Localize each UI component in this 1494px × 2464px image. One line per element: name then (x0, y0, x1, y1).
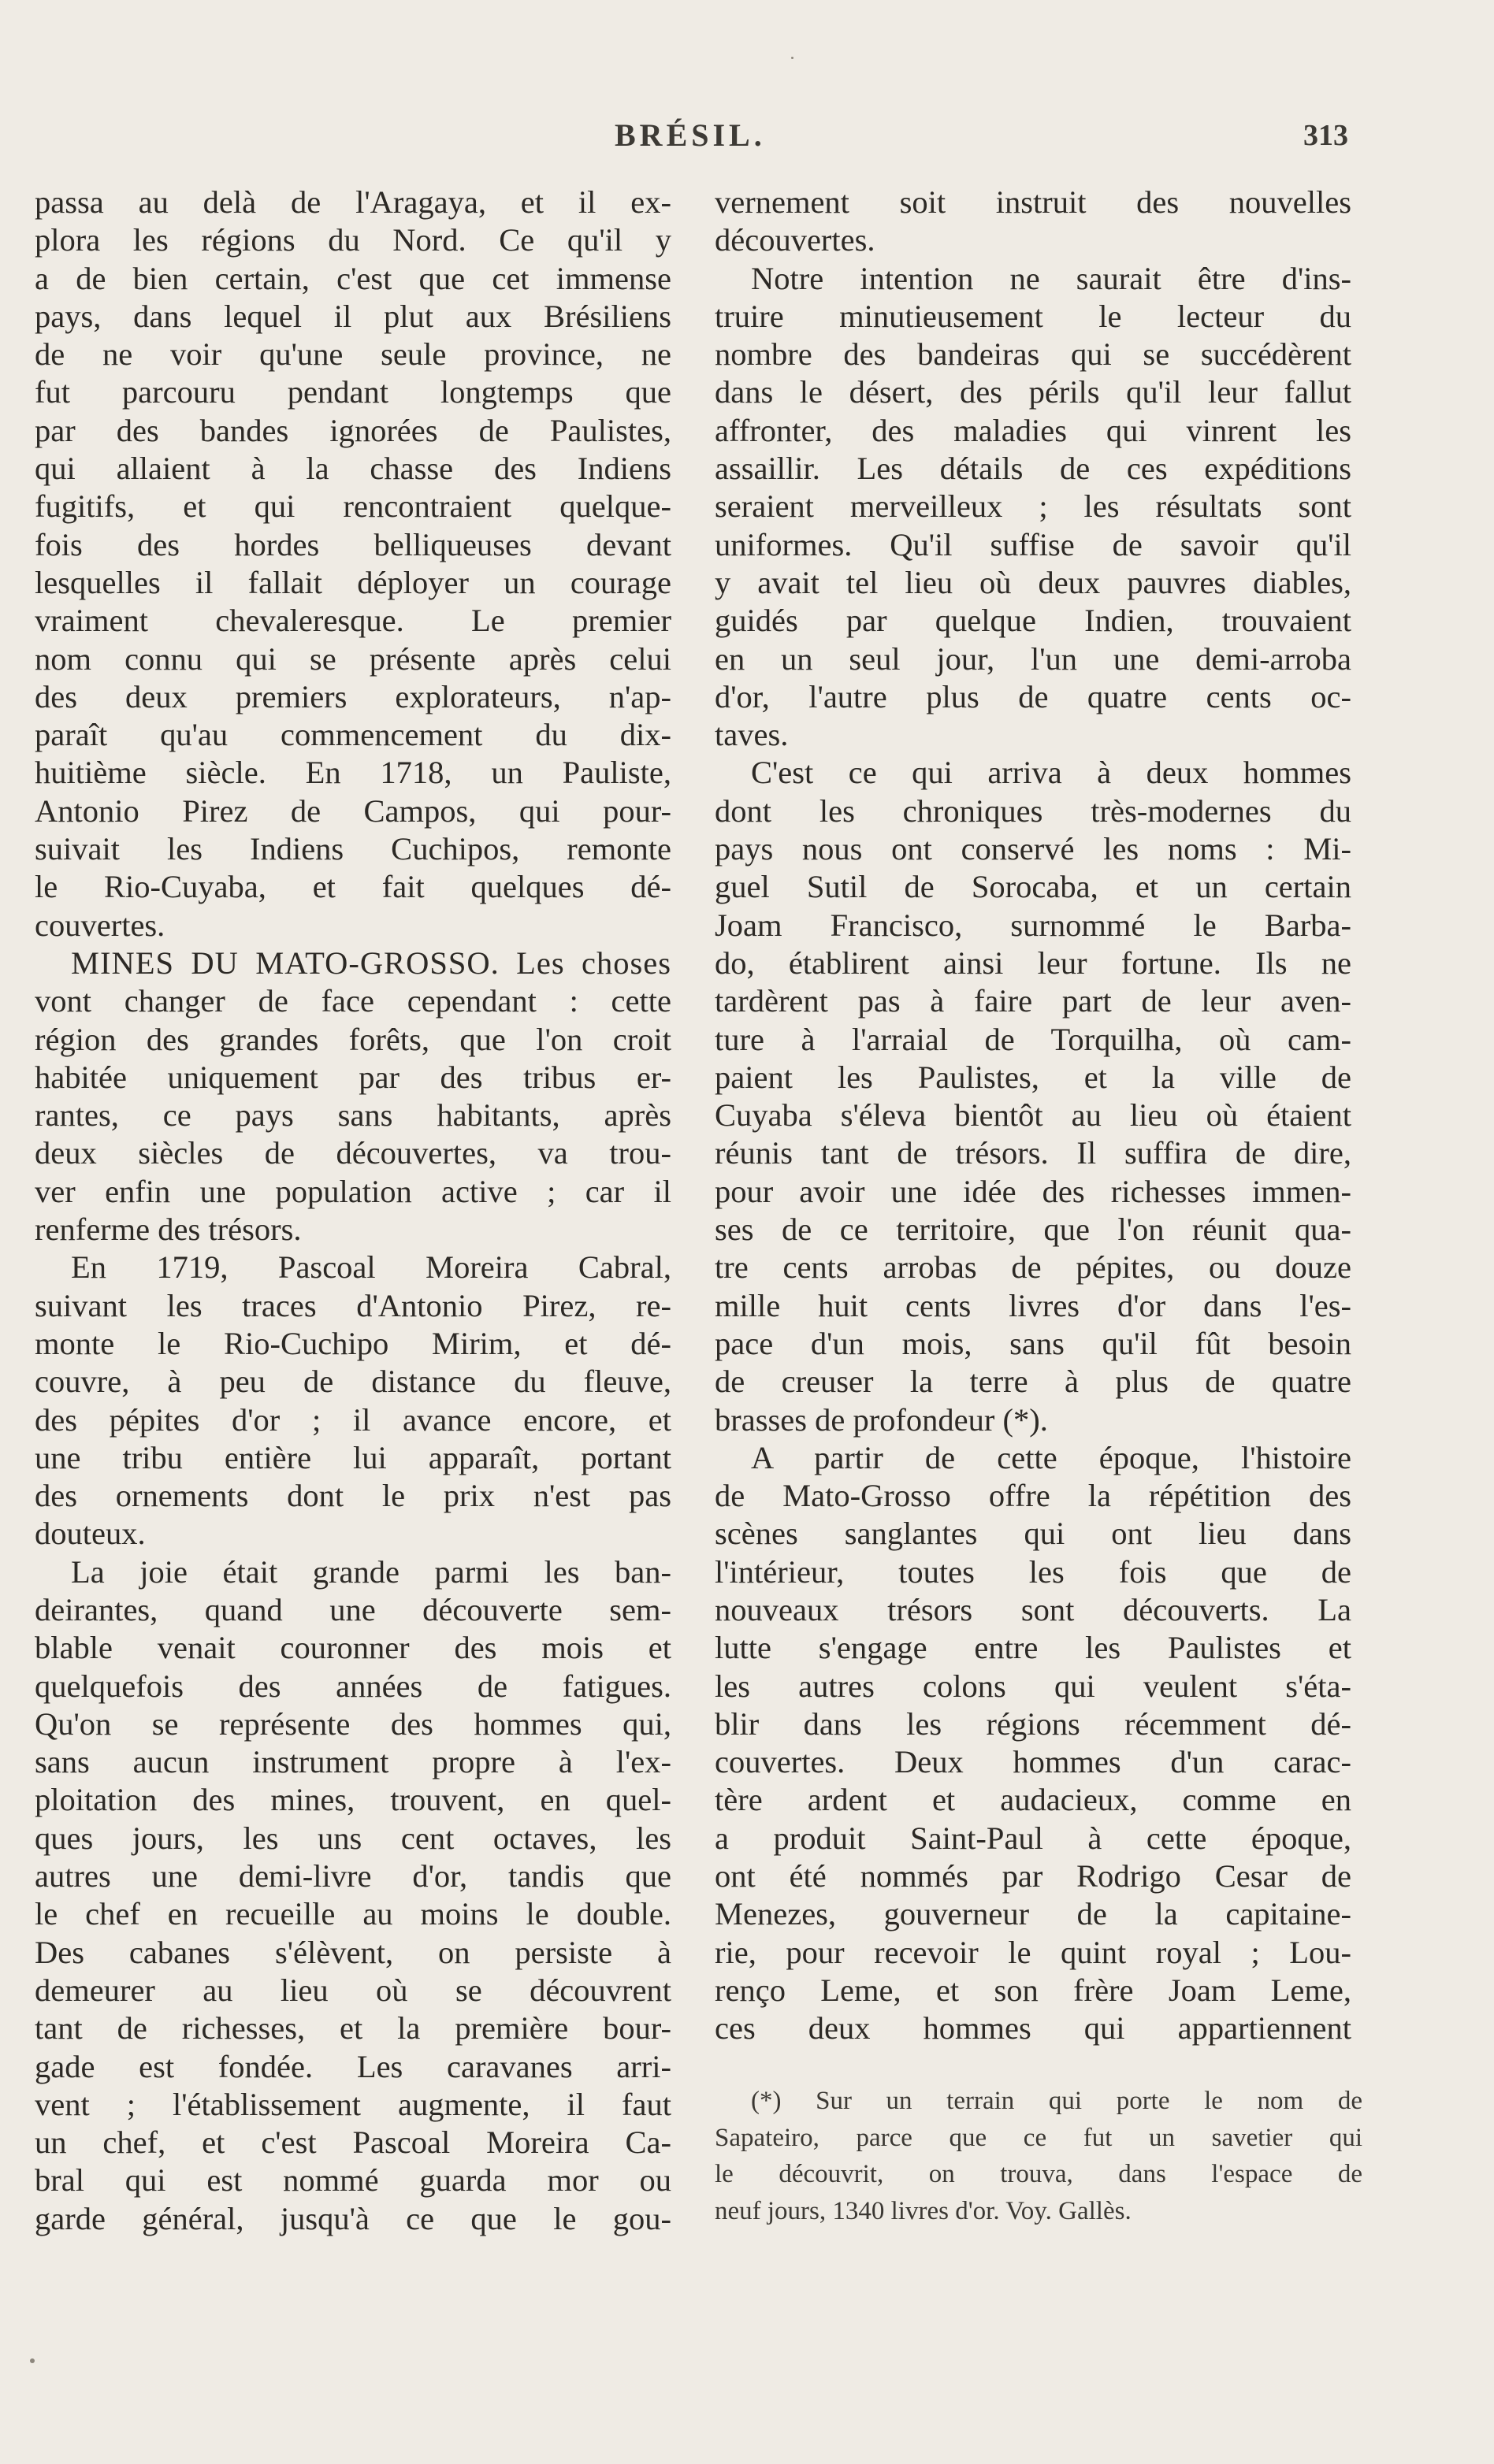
text-line: nombre des bandeiras qui se succédèrent (715, 336, 1351, 373)
text-line: région des grandes forêts, que l'on croit (35, 1021, 671, 1057)
text-line: douteux. (35, 1516, 146, 1552)
text-line: Des cabanes s'élèvent, on persiste à (35, 1934, 671, 1970)
text-line: assaillir. Les détails de ces expéditions (715, 451, 1351, 487)
text-line: fugitifs, et qui rencontraient quelque- (35, 488, 671, 525)
left-column (35, 184, 671, 2238)
text-line: pour avoir une idée des richesses immen- (715, 1173, 1351, 1209)
text-line: nom connu qui se présente après celui (35, 640, 671, 677)
text-line: a de bien certain, c'est que cet immense (35, 260, 671, 296)
text-line: do, établirent ainsi leur fortune. Ils ne (715, 944, 1351, 981)
text-line: réunis tant de trésors. Il suffira de dire, (715, 1135, 1351, 1171)
text-line: par des bandes ignorées de Paulistes, (35, 412, 671, 448)
text-line: bral qui est nommé guarda mor ou (35, 2162, 671, 2199)
text-line: le chef en recueille au moins le double. (35, 1896, 671, 1932)
text-line: les autres colons qui veulent s'éta- (715, 1668, 1351, 1704)
text-line: dont les chroniques très-modernes du (715, 792, 1351, 829)
text-line: guidés par quelque Indien, trouvaient (715, 603, 1351, 639)
text-line: guel Sutil de Sorocaba, et un certain (715, 869, 1351, 905)
text-line: ture à l'arraial de Torquilha, où cam- (715, 1021, 1351, 1057)
footnote (715, 2083, 1362, 2229)
right-column (715, 184, 1351, 2048)
text-line: autres une demi-livre d'or, tandis que (35, 1858, 671, 1894)
text-line: renço Leme, et son frère Joam Leme, (715, 1972, 1351, 2008)
text-line: pays nous ont conservé les noms : Mi- (715, 831, 1351, 867)
text-line: de Mato-Grosso offre la répétition des (715, 1478, 1351, 1514)
text-line: une tribu entière lui apparaît, portant (35, 1439, 671, 1475)
text-line: huitième siècle. En 1718, un Pauliste, (35, 755, 671, 791)
text-line: ver enfin une population active ; car il (35, 1173, 671, 1209)
footnote-line: neuf jours, 1340 livres d'or. Voy. Gallès. (715, 2196, 1132, 2225)
text-line: deux siècles de découvertes, va trou- (35, 1135, 671, 1171)
text-line: En 1719, Pascoal Moreira Cabral, (71, 1249, 671, 1286)
text-line: un chef, et c'est Pascoal Moreira Ca- (35, 2124, 671, 2161)
text-line: paraît qu'au commencement du dix- (35, 717, 671, 753)
text-line: tardèrent pas à faire part de leur aven- (715, 983, 1351, 1019)
text-line: deirantes, quand une découverte sem- (35, 1591, 671, 1627)
text-line: taves. (715, 717, 789, 753)
text-line: en un seul jour, l'un une demi-arroba (715, 640, 1351, 677)
text-line: sans aucun instrument propre à l'ex- (35, 1744, 671, 1780)
text-line: monte le Rio-Cuchipo Mirim, et dé- (35, 1325, 671, 1361)
text-line: ces deux hommes qui appartiennent (715, 2010, 1351, 2047)
text-line: Qu'on se représente des hommes qui, (35, 1705, 671, 1742)
text-line: renferme des trésors. (35, 1212, 302, 1248)
text-line: tre cents arrobas de pépites, ou douze (715, 1249, 1351, 1286)
text-line: découvertes. (715, 222, 875, 258)
text-line: pace d'un mois, sans qu'il fût besoin (715, 1325, 1351, 1361)
text-line: mille huit cents livres d'or dans l'es- (715, 1287, 1351, 1323)
text-line: couvertes. (35, 907, 165, 943)
text-line: Antonio Pirez de Campos, qui pour- (35, 792, 671, 829)
text-line: nouveaux trésors sont découverts. La (715, 1591, 1351, 1627)
text-line: garde général, jusqu'à ce que le gou- (35, 2200, 671, 2236)
text-line: des ornements dont le prix n'est pas (35, 1478, 671, 1514)
text-line: suivait les Indiens Cuchipos, remonte (35, 831, 671, 867)
text-line: de ne voir qu'une seule province, ne (35, 336, 671, 373)
text-line: demeurer au lieu où se découvrent (35, 1972, 671, 2008)
text-line: fois des hordes belliqueuses devant (35, 526, 671, 562)
text-line: plora les régions du Nord. Ce qu'il y (35, 222, 671, 258)
text-line: scènes sanglantes qui ont lieu dans (715, 1516, 1351, 1552)
text-line: tant de richesses, et la première bour- (35, 2010, 671, 2047)
footnote-line: Sapateiro, parce que ce fut un savetier qui (715, 2123, 1362, 2152)
text-line: Notre intention ne saurait être d'ins- (751, 260, 1351, 296)
text-line: seraient merveilleux ; les résultats sont (715, 488, 1351, 525)
text-line: a produit Saint-Paul à cette époque, (715, 1820, 1351, 1856)
paper-speck (30, 2358, 35, 2363)
text-line: vent ; l'établissement augmente, il faut (35, 2086, 671, 2122)
page-number: 313 (1303, 119, 1348, 152)
text-line: rantes, ce pays sans habitants, après (35, 1097, 671, 1134)
text-line: Joam Francisco, surnommé le Barba- (715, 907, 1351, 943)
text-line: affronter, des maladies qui vinrent les (715, 412, 1351, 448)
text-line: suivant les traces d'Antonio Pirez, re- (35, 1287, 671, 1323)
text-line: le Rio-Cuyaba, et fait quelques dé- (35, 869, 671, 905)
text-line: pays, dans lequel il plut aux Brésiliens (35, 298, 671, 334)
text-line: y avait tel lieu où deux pauvres diables, (715, 564, 1351, 600)
paper-speck (791, 57, 793, 59)
text-line: couvertes. Deux hommes d'un carac- (715, 1744, 1351, 1780)
section-heading-line: MINES DU MATO-GROSSO. Les choses (71, 944, 671, 981)
text-line: passa au delà de l'Aragaya, et il ex- (35, 184, 671, 220)
page-title: BRÉSIL. (615, 117, 766, 153)
text-line: rie, pour recevoir le quint royal ; Lou- (715, 1934, 1351, 1970)
text-line: brasses de profondeur (*). (715, 1401, 1048, 1438)
text-line: ont été nommés par Rodrigo Cesar de (715, 1858, 1351, 1894)
text-line: truire minutieusement le lecteur du (715, 298, 1351, 334)
text-line: Cuyaba s'éleva bientôt au lieu où étaient (715, 1097, 1351, 1134)
text-line: La joie était grande parmi les ban- (71, 1553, 671, 1590)
text-line: uniformes. Qu'il suffise de savoir qu'il (715, 526, 1351, 562)
text-line: ques jours, les uns cent octaves, les (35, 1820, 671, 1856)
text-line: couvre, à peu de distance du fleuve, (35, 1364, 671, 1400)
text-line: lutte s'engage entre les Paulistes et (715, 1630, 1351, 1666)
text-line: qui allaient à la chasse des Indiens (35, 451, 671, 487)
text-line: de creuser la terre à plus de quatre (715, 1364, 1351, 1400)
text-line: gade est fondée. Les caravanes arri- (35, 2048, 671, 2084)
text-line: des deux premiers explorateurs, n'ap- (35, 678, 671, 714)
text-line: C'est ce qui arriva à deux hommes (751, 755, 1351, 791)
text-line: fut parcouru pendant longtemps que (35, 374, 671, 410)
text-line: A partir de cette époque, l'histoire (751, 1439, 1351, 1475)
text-line: ploitation des mines, trouvent, en quel- (35, 1782, 671, 1818)
text-line: dans le désert, des périls qu'il leur fallut (715, 374, 1351, 410)
footnote-line: le découvrit, on trouva, dans l'espace de (715, 2160, 1362, 2188)
text-line: blable venait couronner des mois et (35, 1630, 671, 1666)
text-line: vraiment chevaleresque. Le premier (35, 603, 671, 639)
text-line: paient les Paulistes, et la ville de (715, 1059, 1351, 1095)
text-line: habitée uniquement par des tribus er- (35, 1059, 671, 1095)
text-line: vernement soit instruit des nouvelles (715, 184, 1351, 220)
text-line: tère ardent et audacieux, comme en (715, 1782, 1351, 1818)
text-line: quelquefois des années de fatigues. (35, 1668, 671, 1704)
text-line: des pépites d'or ; il avance encore, et (35, 1401, 671, 1438)
text-line: ses de ce territoire, que l'on réunit qua- (715, 1212, 1351, 1248)
text-line: d'or, l'autre plus de quatre cents oc- (715, 678, 1351, 714)
text-line: lesquelles il fallait déployer un courage (35, 564, 671, 600)
text-line: Menezes, gouverneur de la capitaine- (715, 1896, 1351, 1932)
text-line: l'intérieur, toutes les fois que de (715, 1553, 1351, 1590)
text-line: blir dans les régions récemment dé- (715, 1705, 1351, 1742)
footnote-line: (*) Sur un terrain qui porte le nom de (751, 2087, 1362, 2115)
text-line: vont changer de face cependant : cette (35, 983, 671, 1019)
